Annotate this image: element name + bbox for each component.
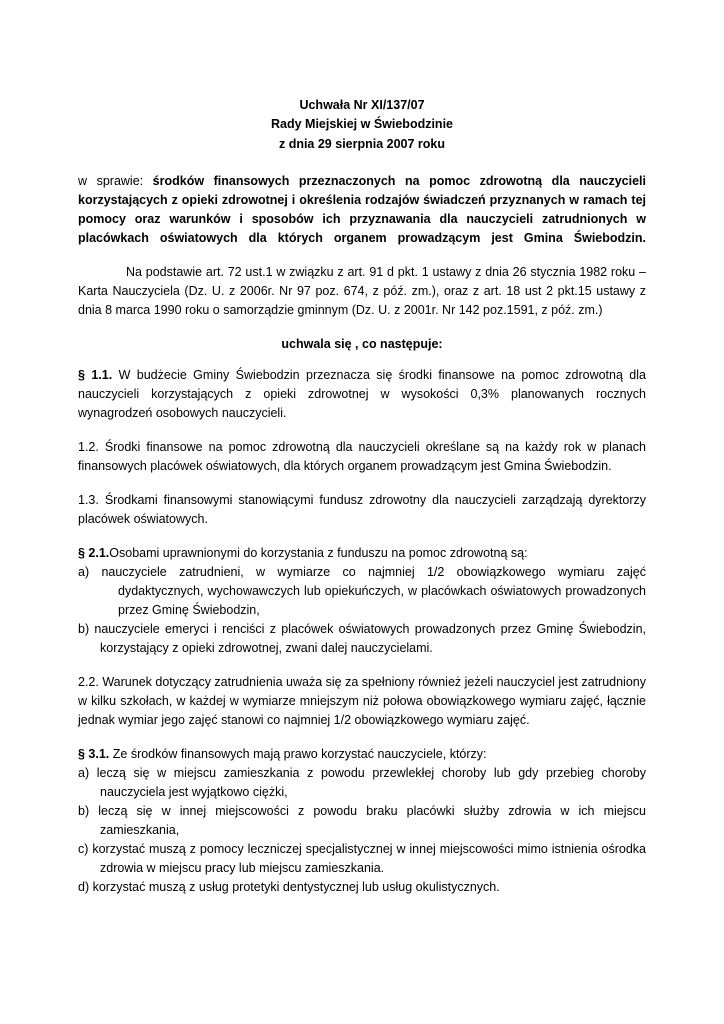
section-2-list <box>78 563 646 658</box>
list-item: b) nauczyciele emeryci i renciści z placówek oświatowych prowadzonych przez Gminę Świebodzin, korzystający z opieki zdrowotnej, zwani dalej nauczycielami. <box>78 622 646 656</box>
list-item: d) korzystać muszą z usług protetyki dentystycznej lub usług okulistycznych. <box>78 880 500 895</box>
title-line-1: Uchwała Nr XI/137/07 <box>299 98 425 112</box>
list-item: a) nauczyciele zatrudnieni, w wymiarze co najmniej 1/2 obowiązkowego wymiaru zajęć dydaktycznych, wychowawczych lub opiekuńczych, w placówkach oświatowych prowadzonych przez Gminę Świebodzin, <box>78 565 646 618</box>
title-line-2: Rady Miejskiej w Świebodzinie <box>271 117 453 132</box>
title-line-3: z dnia 29 sierpnia 2007 roku <box>278 136 446 151</box>
paragraph-1-1 <box>78 366 646 423</box>
section-3-marker: § 3.1. <box>78 747 110 762</box>
list-item: a) leczą się w miejscu zamieszkania z powodu przewlekłej choroby lub gdy przebieg choroby nauczyciela jest wyjątkowo ciężki, <box>78 766 646 800</box>
section-2-marker: § 2.1. <box>78 546 110 561</box>
subject-text: środków finansowych przeznaczonych na pomoc zdrowotną dla nauczycieli korzystających z opieki zdrowotnej i określenia rodzajów świadczeń przyznanych w ramach tej pomocy oraz warunków i sposobów ich przyznawania dla nauczycieli zatrudnionych w placówkach oświatowych dla których organem prowadzącym jest Gmina Świebodzin. <box>78 174 646 246</box>
section-2-heading <box>78 544 646 563</box>
paragraph-2-2-marker: 2.2. <box>78 675 99 690</box>
paragraph-2-2 <box>78 673 646 730</box>
paragraph-1-1-marker: § 1.1. <box>78 368 113 383</box>
paragraph-1-1-text: W budżecie Gminy Świebodzin przeznacza się środki finansowe na pomoc zdrowotną dla nauczycieli korzystających z opieki zdrowotnej w wysokości 0,3% planowanych rocznych wynagrodzeń osobowych nauczycieli. <box>78 368 646 421</box>
paragraph-1-3-marker: 1.3. <box>78 493 99 508</box>
paragraph-2-2-text: Warunek dotyczący zatrudnienia uważa się za spełniony również jeżeli nauczyciel jest zatrudniony w kilku szkołach, w każdej w wymiarze mniejszym niż połowa obowiązkowego wymiaru zajęć, łącznie jednak wymiar jego zajęć stanowi co najmniej 1/2 obowiązkowego wymiaru zajęć. <box>78 675 646 728</box>
document-title <box>78 96 646 154</box>
paragraph-1-2-marker: 1.2. <box>78 440 99 455</box>
resolution-clause: uchwala się , co następuje: <box>281 337 443 352</box>
paragraph-1-3-text: Środkami finansowymi stanowiącymi fundusz zdrowotny dla nauczycieli zarządzają dyrektorzy placówek oświatowych. <box>78 493 646 527</box>
legal-basis-paragraph: Na podstawie art. 72 ust.1 w związku z art. 91 d pkt. 1 ustawy z dnia 26 stycznia 1982 roku – Karta Nauczyciela (Dz. U. z 2006r. Nr 97 poz. 674, z póź. zm.), oraz z art. 18 ust 2 pkt.15 ustawy z dnia 8 marca 1990 roku o samorządzie gminnym (Dz. U. z 2001r. Nr 142 poz.1591, z póź. zm.) <box>78 265 646 318</box>
section-3-head-text: Ze środków finansowych mają prawo korzystać nauczyciele, którzy: <box>109 747 487 762</box>
subject-paragraph <box>78 172 646 248</box>
paragraph-1-3 <box>78 491 646 529</box>
paragraph-1-2 <box>78 438 646 476</box>
paragraph-1-2-text: Środki finansowe na pomoc zdrowotną dla nauczycieli określane są na każdy rok w planach finansowych placówek oświatowych, dla których organem prowadzącym jest Gmina Świebodzin. <box>78 440 646 474</box>
section-3-list <box>78 764 646 897</box>
list-item: c) korzystać muszą z pomocy leczniczej specjalistycznej w innej miejscowości mimo istnienia ośrodka zdrowia w miejscu pracy lub miejscu zamieszkania. <box>78 842 646 876</box>
section-2-head-text: Osobami uprawnionymi do korzystania z funduszu na pomoc zdrowotną są: <box>109 546 528 561</box>
section-3-heading <box>78 745 646 764</box>
list-item: b) leczą się w innej miejscowości z powodu braku placówki służby zdrowia w ich miejscu zamieszkania, <box>78 804 646 838</box>
subject-label: w sprawie: <box>78 174 153 189</box>
